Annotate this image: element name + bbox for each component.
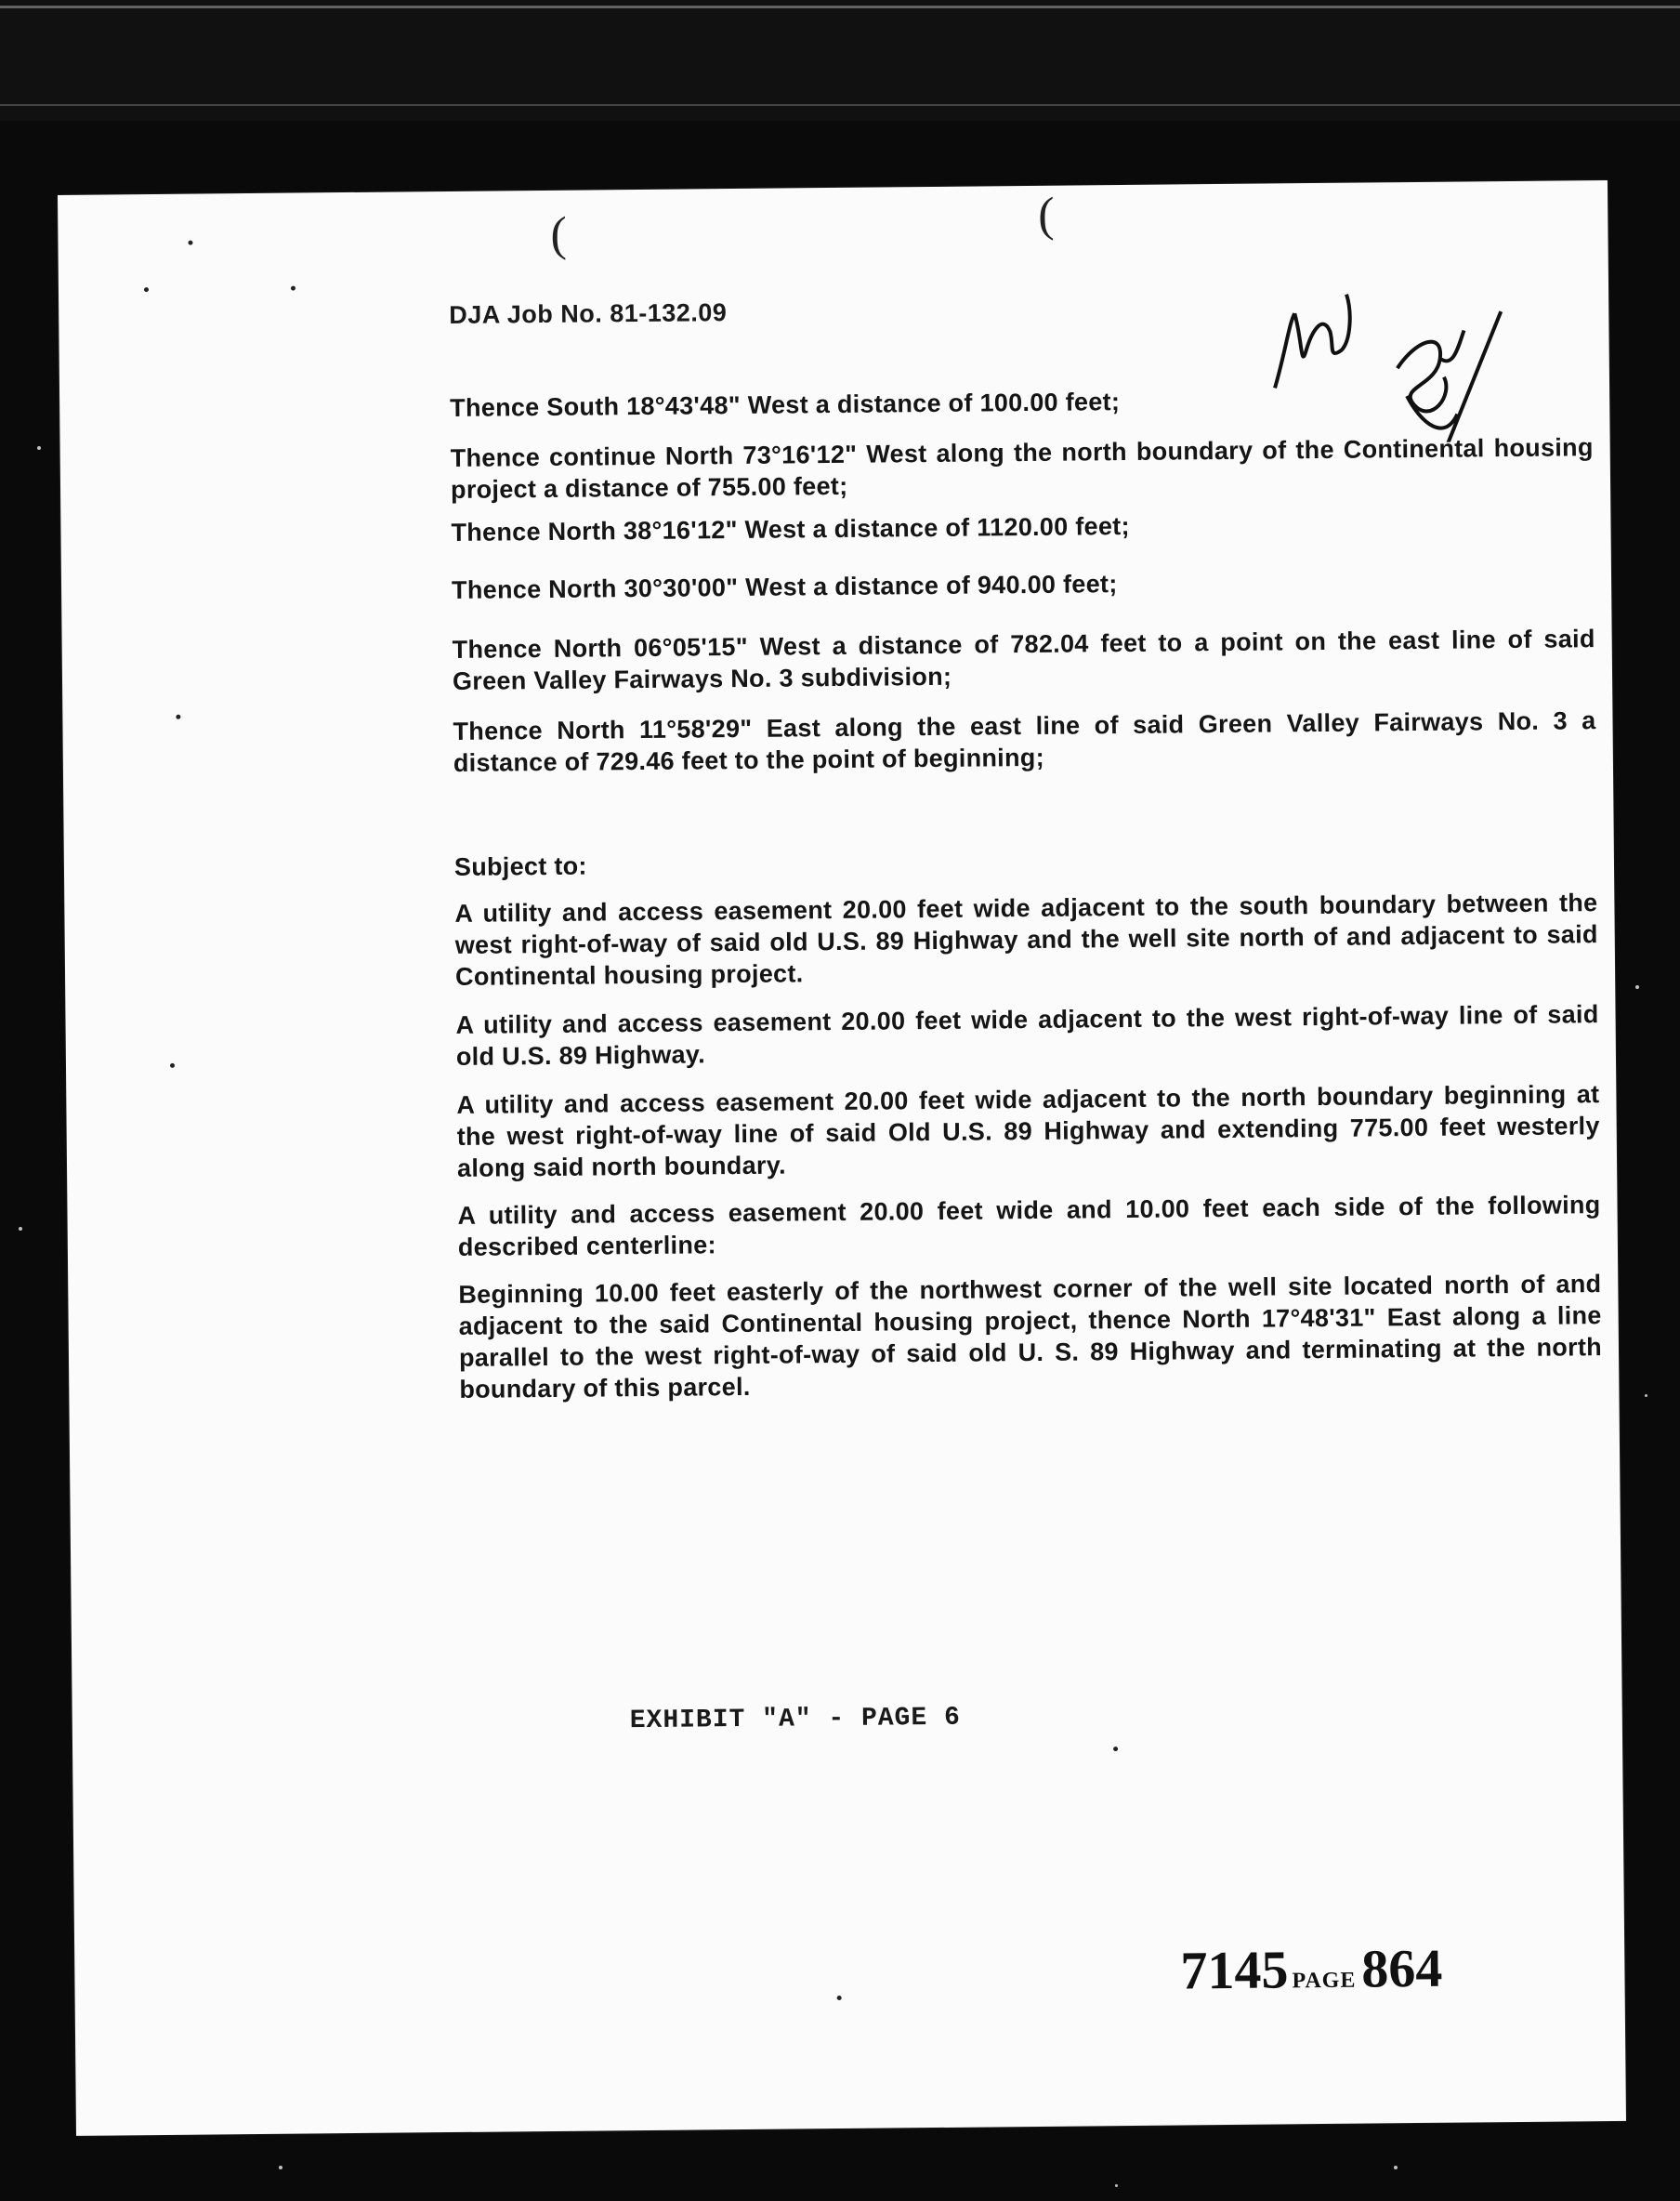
course-line: Thence North 38°16'12" West a distance of 1120.00 feet; <box>451 511 1130 547</box>
scan-speck <box>170 1063 175 1068</box>
scan-speck <box>1394 2166 1398 2169</box>
easement-paragraph: A utility and access easement 20.00 feet wide and 10.00 feet each side of the following described centerline: <box>457 1191 1601 1261</box>
scan-edge-line <box>0 6 1680 8</box>
scan-speck <box>188 241 192 245</box>
scan-speck <box>1115 2184 1118 2187</box>
course-line: Thence South 18°43'48" West a distance of 100.00 feet; <box>450 388 1121 422</box>
recording-stamp <box>1180 1937 1443 2002</box>
easement-paragraph: A utility and access easement 20.00 feet wide adjacent to the south boundary between the west right-of-way of said old U.S. 89 Highway and the well site north of and adjacent to said Continental housing project. <box>454 889 1598 991</box>
book-number: 7145 <box>1180 1939 1289 2001</box>
easement-paragraph: A utility and access easement 20.00 feet wide adjacent to the west right-of-way line of said old U.S. 89 Highway. <box>455 1000 1599 1071</box>
job-number: DJA Job No. 81-132.09 <box>449 298 728 329</box>
scan-speck <box>176 715 180 719</box>
centerline-description: Beginning 10.00 feet easterly of the northwest corner of the well site located north of and adjacent to the said Continental housing project, thence North 17°48'31" East along a line parallel to the west right-of-way of said old U. S. 89 Highway and terminating at the north boundary of this parcel. <box>458 1270 1603 1404</box>
page-label: PAGE <box>1292 1968 1357 1994</box>
scan-edge-line <box>0 104 1680 106</box>
scan-speck <box>291 286 295 291</box>
exhibit-page-label: EXHIBIT "A" - PAGE 6 <box>629 1703 961 1736</box>
course-line: Thence North 30°30'00" West a distance of 940.00 feet; <box>451 570 1118 604</box>
course-line: Thence continue North 73°16'12" West along the north boundary of the Continental housing project a distance of 755.00 feet; <box>450 433 1594 504</box>
scan-speck <box>1635 985 1639 989</box>
punch-mark: ( <box>550 207 568 261</box>
scan-speck <box>144 287 149 292</box>
scan-speck <box>279 2166 282 2169</box>
document-page <box>58 180 1626 2136</box>
course-line: Thence North 11°58'29" East along the east line of said Green Valley Fairways No. 3 a distance of 729.46 feet to the point of beginning; <box>453 706 1596 777</box>
page-number: 864 <box>1360 1937 1443 1999</box>
course-line: Thence North 06°05'15" West a distance of 782.04 feet to a point on the east line of said Green Valley Fairways No. 3 subdivision; <box>452 625 1595 695</box>
scan-speck <box>837 1996 842 2000</box>
scan-speck <box>19 1227 22 1231</box>
scan-speck <box>1113 1746 1118 1751</box>
scan-speck <box>37 446 41 450</box>
scan-speck <box>1645 1394 1647 1397</box>
easement-paragraph: A utility and access easement 20.00 feet wide adjacent to the north boundary beginning at the west right-of-way line of said Old U.S. 89 Highway and extending 775.00 feet westerly along said north boundary. <box>456 1080 1600 1182</box>
subject-to-heading: Subject to: <box>453 851 587 881</box>
scan-top-strip <box>0 0 1680 121</box>
punch-mark: ( <box>1037 188 1055 242</box>
